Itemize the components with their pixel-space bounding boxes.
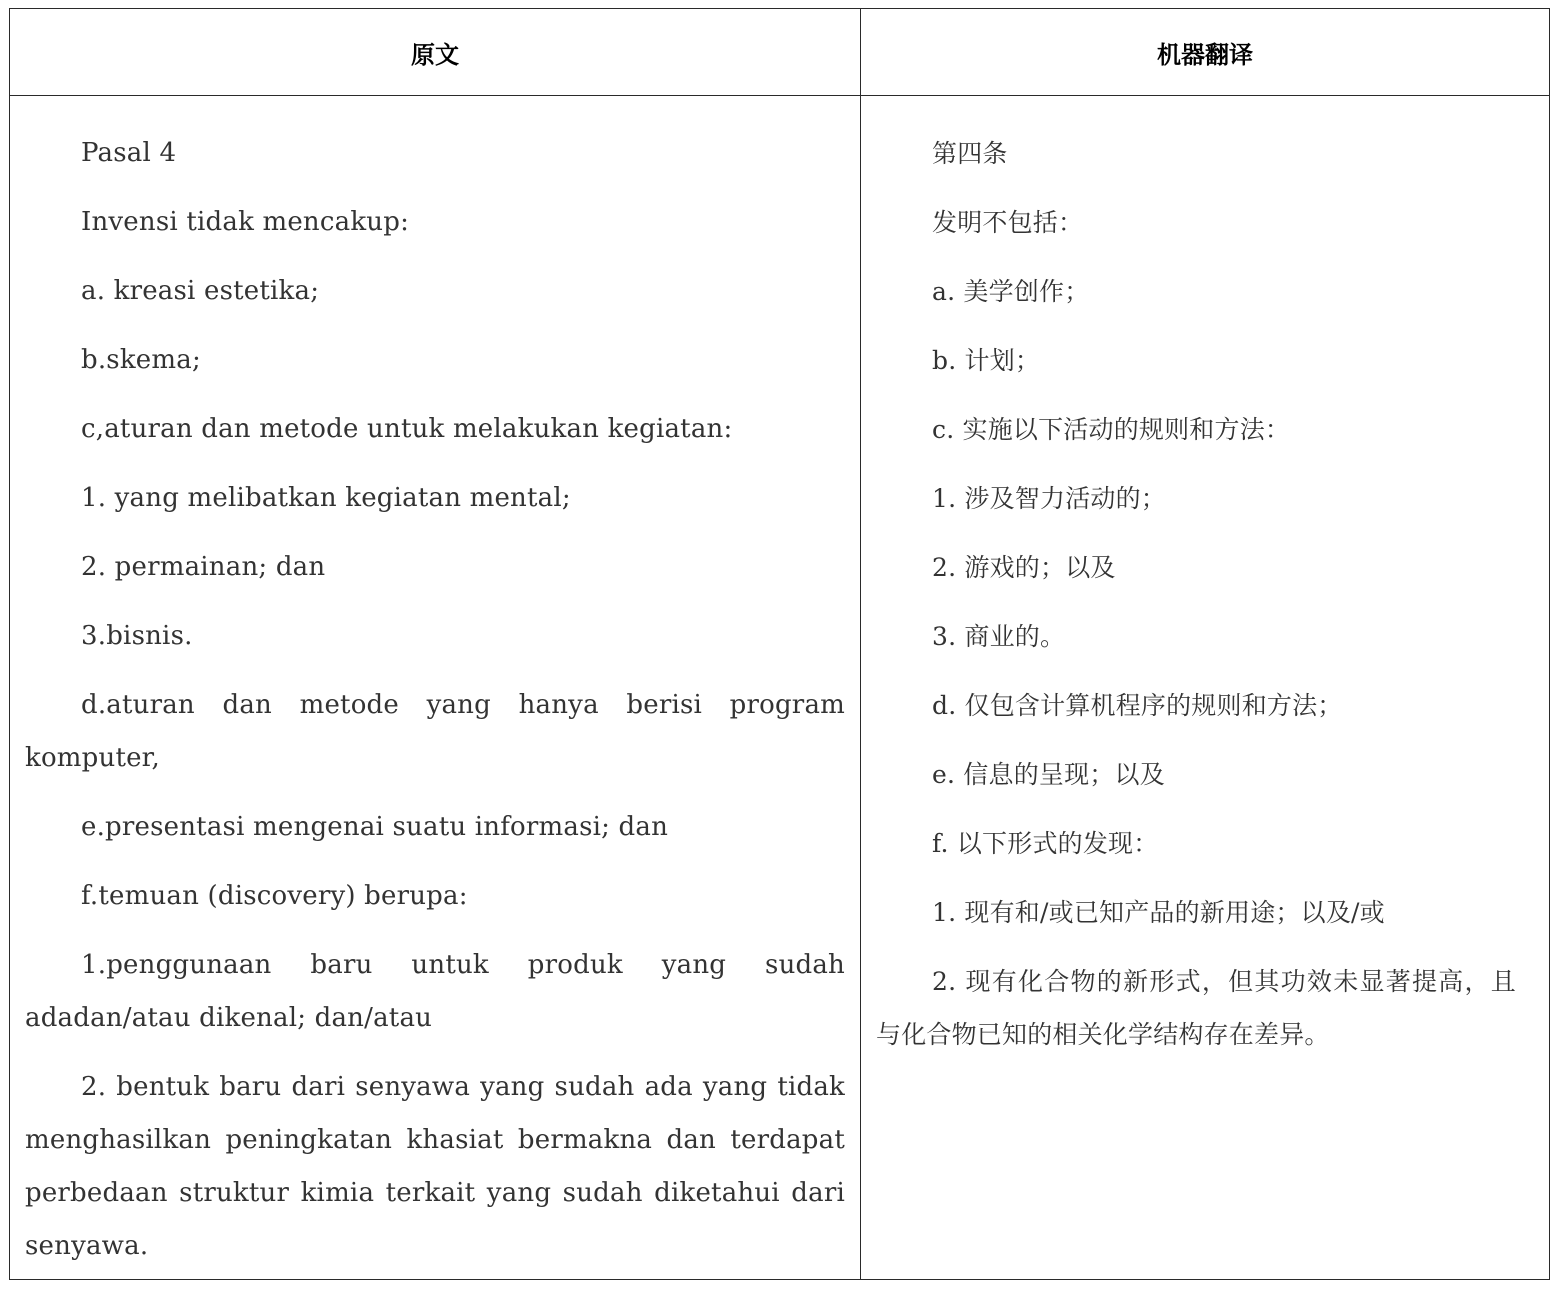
original-paragraph: d.aturan dan metode yang hanya berisi program komputer,	[25, 690, 845, 773]
header-original: 原文	[411, 40, 459, 69]
translation-paragraph: 3. 商业的。	[932, 622, 1066, 651]
original-paragraph: e.presentasi mengenai suatu informasi; dan	[81, 812, 669, 842]
original-paragraph: f.temuan (discovery) berupa:	[81, 881, 468, 911]
translation-paragraph: a. 美学创作；	[932, 277, 1090, 306]
translation-paragraph: 2. 现有化合物的新形式，但其功效未显著提高，且与化合物已知的相关化学结构存在差异。	[876, 967, 1516, 1049]
translation-paragraph: 1. 涉及智力活动的；	[932, 484, 1167, 513]
original-paragraph: 1.penggunaan baru untuk produk yang sudah adadan/atau dikenal; dan/atau	[25, 950, 845, 1033]
original-paragraph: b.skema;	[81, 345, 201, 375]
translation-paragraph: c. 实施以下活动的规则和方法：	[932, 415, 1291, 444]
original-paragraph: 2. bentuk baru dari senyawa yang sudah ada yang tidak menghasilkan peningkatan khasiat bermakna dan terdapat perbedaan struktur kimia terkait yang sudah diketahui dari senyawa.	[25, 1072, 845, 1261]
translation-paragraph: d. 仅包含计算机程序的规则和方法；	[932, 691, 1343, 720]
translation-table	[9, 8, 1550, 1280]
original-paragraph: a. kreasi estetika;	[81, 276, 320, 306]
original-text-cell	[25, 127, 845, 1289]
translation-paragraph: b. 计划；	[932, 346, 1041, 375]
column-divider	[860, 9, 861, 1279]
translation-text-cell	[876, 127, 1516, 1077]
original-paragraph: Invensi tidak mencakup:	[81, 207, 410, 237]
header-divider	[10, 95, 1549, 96]
original-paragraph: 2. permainan; dan	[81, 552, 326, 582]
header-translation: 机器翻译	[1157, 40, 1253, 69]
original-paragraph: 1. yang melibatkan kegiatan mental;	[81, 483, 571, 513]
original-paragraph: Pasal 4	[81, 138, 177, 168]
translation-paragraph: e. 信息的呈现；以及	[932, 760, 1165, 789]
translation-paragraph: f. 以下形式的发现：	[932, 829, 1159, 858]
translation-paragraph: 第四条	[932, 139, 1008, 168]
original-paragraph: 3.bisnis.	[81, 621, 193, 651]
translation-paragraph: 1. 现有和/或已知产品的新用途；以及/或	[932, 898, 1385, 927]
translation-paragraph: 2. 游戏的；以及	[932, 553, 1116, 582]
original-paragraph: c,aturan dan metode untuk melakukan kegiatan:	[81, 414, 733, 444]
translation-paragraph: 发明不包括：	[932, 208, 1084, 237]
